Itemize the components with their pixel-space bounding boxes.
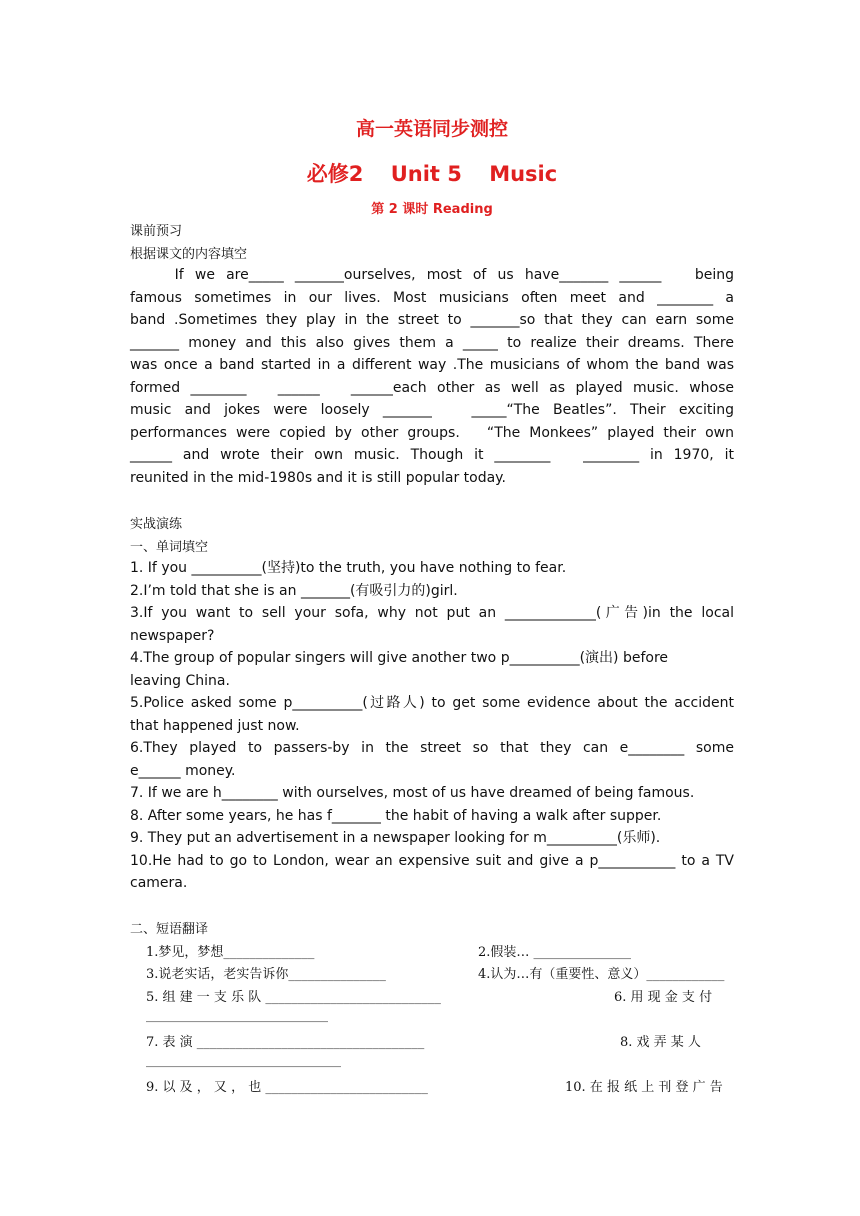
exercise-line: that happened just now. — [130, 717, 300, 734]
practice-heading: 实战演练 — [130, 517, 183, 532]
passage-line: reunited in the mid-1980s and it is still popular today. — [130, 469, 506, 486]
exercise-line: 2.I’m told that she is an _______(有吸引力的)girl. — [130, 582, 458, 599]
passage-line: band .Sometimes they play in the street to _______so that they can earn some — [130, 312, 734, 328]
unit-book: 必修2 — [306, 162, 364, 186]
exercise-line: 3.If you want to sell your sofa, why not put an _____________(广告)in the local — [130, 605, 734, 621]
exercise-line: camera. — [130, 875, 188, 891]
word-fill-exercise — [130, 557, 734, 895]
section1-heading: 一、单词填空 — [130, 540, 209, 555]
passage-line: If we are_____ _______ourselves, most of us have_______ ______ being — [130, 267, 734, 283]
unit-number: Unit 5 — [390, 162, 462, 186]
lesson-subtitle: 第 2 课时 Reading — [371, 202, 493, 217]
exercise-line: 5.Police asked some p__________(过路人) to get some evidence about the accident — [130, 695, 734, 711]
passage-line: formed ________ ______ ______each other as well as played music. whose — [130, 379, 734, 396]
unit-name: Music — [489, 162, 558, 186]
exercise-line: 4.The group of popular singers will give another two p__________(演出) before — [130, 650, 669, 666]
phrase-item: ____________________________ — [146, 1008, 328, 1023]
phrase-item: 10. 在 报 纸 上 刊 登 广 告 — [565, 1080, 723, 1095]
phrase-item: 8. 戏 弄 某 人 — [620, 1035, 701, 1050]
cloze-passage — [130, 264, 734, 489]
passage-line: famous sometimes in our lives. Most musicians often meet and ________ a — [130, 289, 734, 306]
section2-heading: 二、短语翻译 — [130, 922, 209, 937]
passage-line: performances were copied by other groups. “The Monkees” played their own — [130, 424, 734, 441]
exercise-line: 9. They put an advertisement in a newspaper looking for m__________(乐师). — [130, 830, 661, 846]
exercise-line: 8. After some years, he has f_______ the habit of having a walk after supper. — [130, 807, 662, 824]
passage-line: ______ and wrote their own music. Though it ________ ________ in 1970, it — [130, 447, 734, 463]
exercise-line: 7. If we are h________ with ourselves, most of us have dreamed of being famous. — [130, 785, 695, 801]
exercise-line: 6.They played to passers-by in the street so that they can e________ some — [130, 740, 734, 756]
phrase-item: 1.梦见，梦想______________ — [146, 945, 315, 960]
phrase-item: 6. 用 现 金 支 付 — [614, 990, 713, 1005]
preview-heading: 课前预习 — [130, 224, 183, 239]
unit-title — [130, 158, 734, 188]
phrase-item: 7. 表 演 ___________________________________ — [146, 1035, 425, 1050]
exercise-line: leaving China. — [130, 672, 230, 689]
phrase-item: 5. 组 建 一 支 乐 队 ___________________________ — [146, 990, 441, 1005]
preview-instruction: 根据课文的内容填空 — [130, 247, 248, 262]
phrase-item: 3.说老实话，老实告诉你_______________ — [146, 967, 386, 982]
exercise-line: 10.He had to go to London, wear an expensive suit and give a p___________ to a TV — [130, 852, 734, 869]
phrase-item: 4.认为…有（重要性、意义）____________ — [478, 967, 725, 982]
exercise-line: 1. If you __________(坚持)to the truth, you have nothing to fear. — [130, 560, 567, 576]
phrase-item: 9. 以 及 ， 又 ， 也 _________________________ — [146, 1080, 428, 1095]
phrase-item: 2.假装… _______________ — [478, 945, 632, 960]
document-title: 高一英语同步测控 — [355, 118, 508, 140]
exercise-line: newspaper? — [130, 627, 215, 644]
phrase-item: ______________________________ — [146, 1053, 341, 1068]
exercise-line: e______ money. — [130, 762, 236, 779]
passage-line: music and jokes were loosely _______ _____“The Beatles”. Their exciting — [130, 402, 734, 418]
passage-line: _______ money and this also gives them a _____ to realize their dreams. There — [130, 334, 734, 351]
passage-line: was once a band started in a different way .The musicians of whom the band was — [130, 357, 734, 373]
